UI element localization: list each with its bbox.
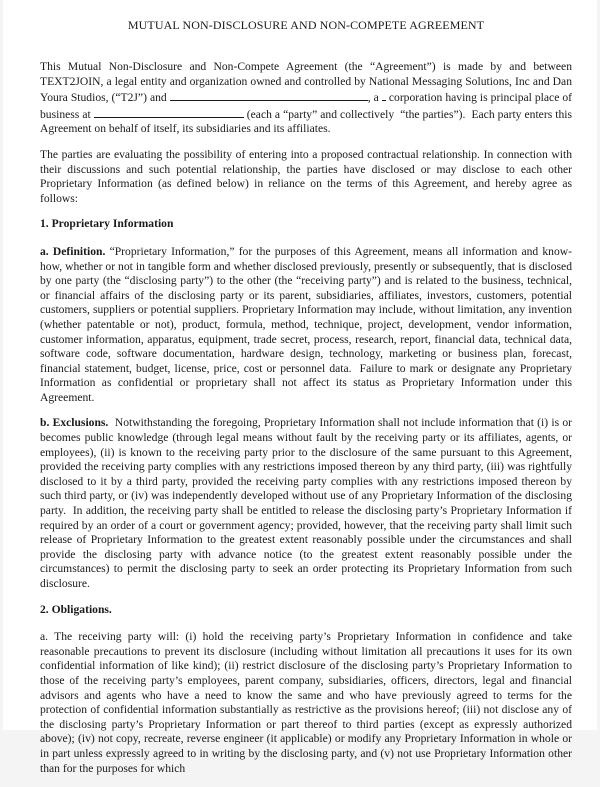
section-2-heading: 2. Obligations.: [40, 602, 112, 616]
address-blank[interactable]: [94, 106, 244, 118]
intro-text-4: (each a “party” and collectively “the parties”). Each party enters this Agreement on behalf of itself, its subsidiaries and its affiliates.: [40, 107, 572, 136]
intro-text-2: , a: [367, 91, 379, 105]
definition-text: “Proprietary Information,” for the purposes of this Agreement, means all information and know-how, whether or not in tangible form and whether disclosed previously, presently or subsequently, that is disclosed by one party (the “disclosing party”) to the other (the “receiving party”) and is related to the business, technical, or financial affairs of the disclosing party or its parent, subsidiaries, affiliates, investors, customers, potential customers, suppliers or potential suppliers. Proprietary Information may include, without limitation, any invention (whether patentable or not), product, formula, method, technique, project, development, vendor information, customer information, apparatus, equipment, trade secret, process, research, report, financial data, technical data, software code, software documentation, hardware design, technology, marketing or business plan, forecast, financial statement, budget, license, price, cost or personnel data. Failure to mark or designate any Proprietary Information as confidential or proprietary shall not affect its status as Proprietary Information under this Agreement.: [40, 244, 572, 404]
purpose-paragraph: The parties are evaluating the possibility of entering into a proposed contractual relationship. In connection with their discussions and such potential relationship, the parties have disclosed or may disclose to each other Proprietary Information (as defined below) in reliance on the terms of this Agreement, and hereby agree as follows:: [40, 147, 572, 205]
intro-paragraph: [40, 60, 572, 137]
document-page: [3, 0, 597, 775]
party-name-blank[interactable]: [170, 89, 368, 101]
definition-paragraph: [40, 245, 572, 406]
definition-label: a. Definition.: [40, 244, 106, 258]
exclusions-text: Notwithstanding the foregoing, Proprietary Information shall not include information that (i) is or becomes public knowledge (through legal means without fault by the receiving party or its affiliates, agents, or employees), (ii) is known to the receiving party prior to the disclosure of the same pursuant to this Agreement, provided the receiving party complies with any restrictions imposed thereon by any third party, (iii) was rightfully disclosed to it by a third party, provided the receiving party complies with any restrictions imposed thereon by such third party, or (iv) was independently developed without use of any Proprietary Information of the disclosing party. In addition, the receiving party shall be entitled to release the disclosing party’s Proprietary Information if required by an order of a court or government agency; provided, however, that the receiving party shall limit such release of Proprietary Information to the greatest extent reasonably possible under the circumstances and shall provide the disclosing party with advance notice (to the greatest extent reasonably possible under the circumstances) to permit the disclosing party to seek an order protecting its Proprietary Information from such disclosure.: [40, 416, 572, 590]
section-1-heading: 1. Proprietary Information: [40, 217, 174, 231]
exclusions-label: b. Exclusions.: [40, 416, 109, 430]
document-title: MUTUAL NON-DISCLOSURE AND NON-COMPETE AGREEMENT: [127, 18, 485, 32]
intro-text-1: This Mutual Non-Disclosure and Non-Compete Agreement (the “Agreement”) is made by and between TEXT2JOIN, a legal entity and organization owned and controlled by National Messaging Solutions, Inc and Dan Youra Studios, (“T2J”) and: [40, 60, 572, 105]
intro-text-3: corporation having is principal place of business at: [40, 91, 573, 121]
document-body: [40, 18, 572, 787]
obligations-paragraph: a. The receiving party will: (i) hold the receiving party’s Proprietary Information in confidence and take reasonable precautions to prevent its disclosure (including without limitation all precautions it uses for its own confidential information of like kind); (ii) restrict disclosure of the disclosing party’s Proprietary Information to those of the receiving party’s employees, parent company, subsidiaries, officers, directors, legal and financial advisors and agents who have a need to know the same and who have previously agreed to terms for the protection of confidential information substantially as restrictive as the provisions hereof; (iii) not disclose any of the disclosing party’s Proprietary Information or part thereof to third parties (except as expressly authorized above); (iv) not copy, recreate, reverse engineer (it applicable) or modify any Proprietary Information in whole or in part unless expressly agreed to in writing by the disclosing party, and (v) not use Proprietary Information other than for the purposes for which: [40, 630, 572, 775]
state-blank[interactable]: [382, 89, 386, 101]
exclusions-paragraph: [40, 416, 572, 591]
